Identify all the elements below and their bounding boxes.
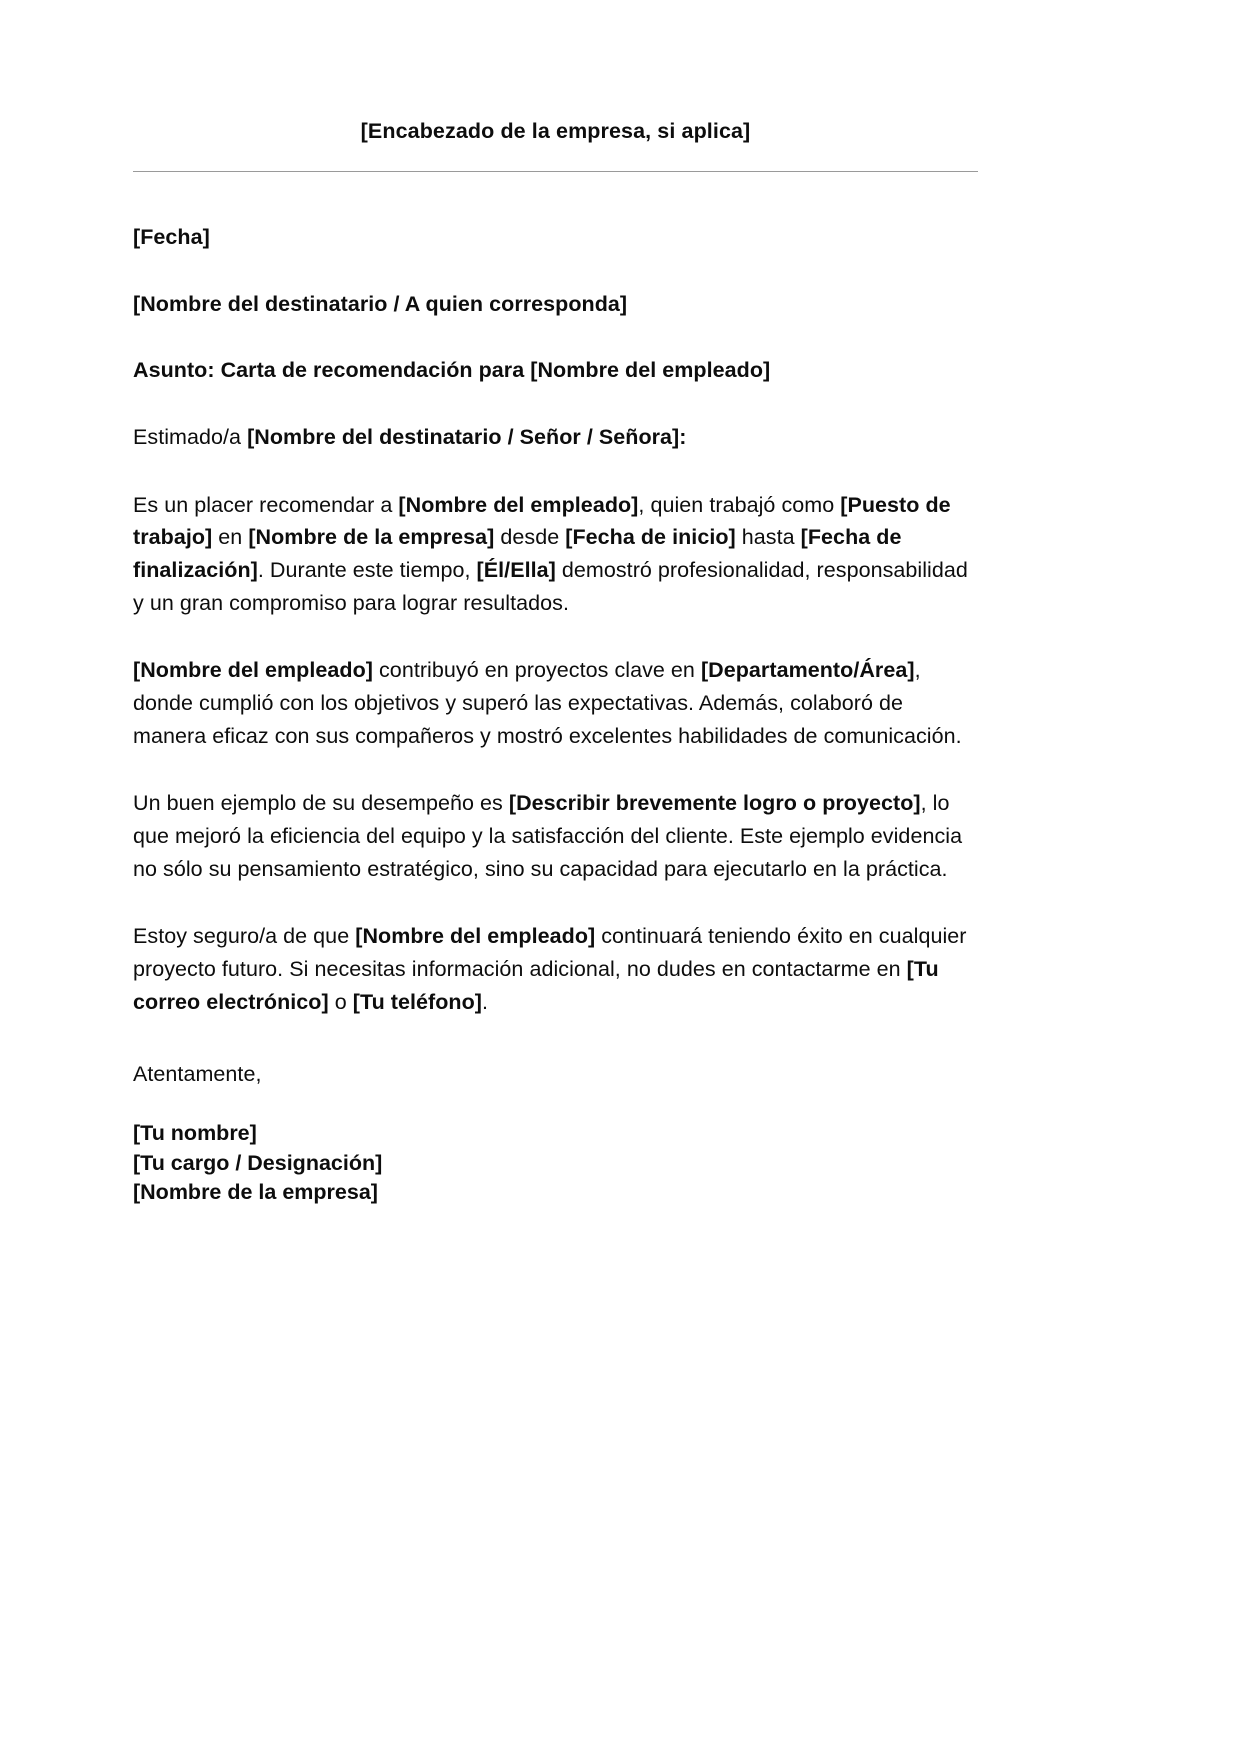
placeholder-token: [Puesto de trabajo] bbox=[133, 492, 951, 550]
date-placeholder: [Fecha] bbox=[133, 224, 210, 249]
salutation-placeholder: [Nombre del destinatario / Señor / Señora]: bbox=[247, 424, 687, 449]
signature-block bbox=[133, 1119, 978, 1208]
body-text: desde bbox=[494, 525, 566, 550]
recipient-placeholder: [Nombre del destinatario / A quien corresponda] bbox=[133, 291, 628, 316]
body-text: en bbox=[212, 525, 249, 550]
subject-line: Asunto: Carta de recomendación para [Nombre del empleado] bbox=[133, 358, 771, 383]
body-text: . Durante este tiempo, bbox=[257, 557, 477, 582]
body-text: Un buen ejemplo de su desempeño es bbox=[133, 791, 509, 816]
paragraph-intro bbox=[133, 489, 978, 620]
placeholder-token: [Fecha de finalización] bbox=[133, 525, 902, 582]
body-text: , lo que mejoró la eficiencia del equipo y la satisfacción del cliente. Este ejemplo evidencia no sólo su pensamiento estratégico, sino su capacidad para ejecutarlo en la práctica. bbox=[133, 791, 963, 881]
paragraph-example bbox=[133, 787, 978, 885]
placeholder-token: [Él/Ella] bbox=[476, 557, 556, 582]
placeholder-token: [Tu teléfono] bbox=[352, 989, 482, 1014]
body-text: demostró profesionalidad, responsabilidad y un gran compromiso para lograr resultados. bbox=[133, 557, 968, 615]
signature-company: [Nombre de la empresa] bbox=[133, 1180, 378, 1205]
letter-content bbox=[133, 118, 978, 1208]
salutation bbox=[133, 421, 978, 454]
body-text: Estoy seguro/a de que bbox=[133, 924, 356, 949]
paragraph-closing-offer bbox=[133, 920, 978, 1018]
placeholder-token: [Fecha de inicio] bbox=[565, 525, 736, 550]
body-text: Es un placer recomendar a bbox=[133, 492, 399, 517]
paragraph-contributions bbox=[133, 654, 978, 752]
body-text: contribuyó en proyectos clave en bbox=[372, 658, 701, 683]
placeholder-token: [Nombre del empleado] bbox=[398, 492, 639, 517]
placeholder-token: [Departamento/Área] bbox=[700, 658, 915, 683]
company-letterhead: [Encabezado de la empresa, si aplica] bbox=[360, 119, 751, 143]
placeholder-token: [Nombre del empleado] bbox=[133, 658, 373, 683]
signoff: Atentamente, bbox=[133, 1062, 262, 1087]
header-divider bbox=[133, 171, 978, 172]
placeholder-token: [Describir brevemente logro o proyecto] bbox=[508, 791, 921, 816]
placeholder-token: [Nombre de la empresa] bbox=[248, 525, 495, 550]
body-text: continuará teniendo éxito en cualquier proyecto futuro. Si necesitas información adicional, no dudes en contactarme en bbox=[133, 924, 967, 982]
signature-name: [Tu nombre] bbox=[133, 1121, 257, 1146]
placeholder-token: [Tu correo electrónico] bbox=[133, 957, 939, 1014]
placeholder-token: [Nombre del empleado] bbox=[355, 924, 596, 949]
body-text: hasta bbox=[735, 525, 801, 550]
body-text: . bbox=[482, 989, 489, 1014]
body-text: , quien trabajó como bbox=[638, 492, 841, 517]
body-text: o bbox=[328, 989, 353, 1014]
salutation-prefix: Estimado/a bbox=[133, 424, 248, 449]
signature-title: [Tu cargo / Designación] bbox=[133, 1150, 383, 1175]
body-text: , donde cumplió con los objetivos y superó las expectativas. Además, colaboró de manera eficaz con sus compañeros y mostró excelentes habilidades de comunicación. bbox=[133, 658, 962, 748]
